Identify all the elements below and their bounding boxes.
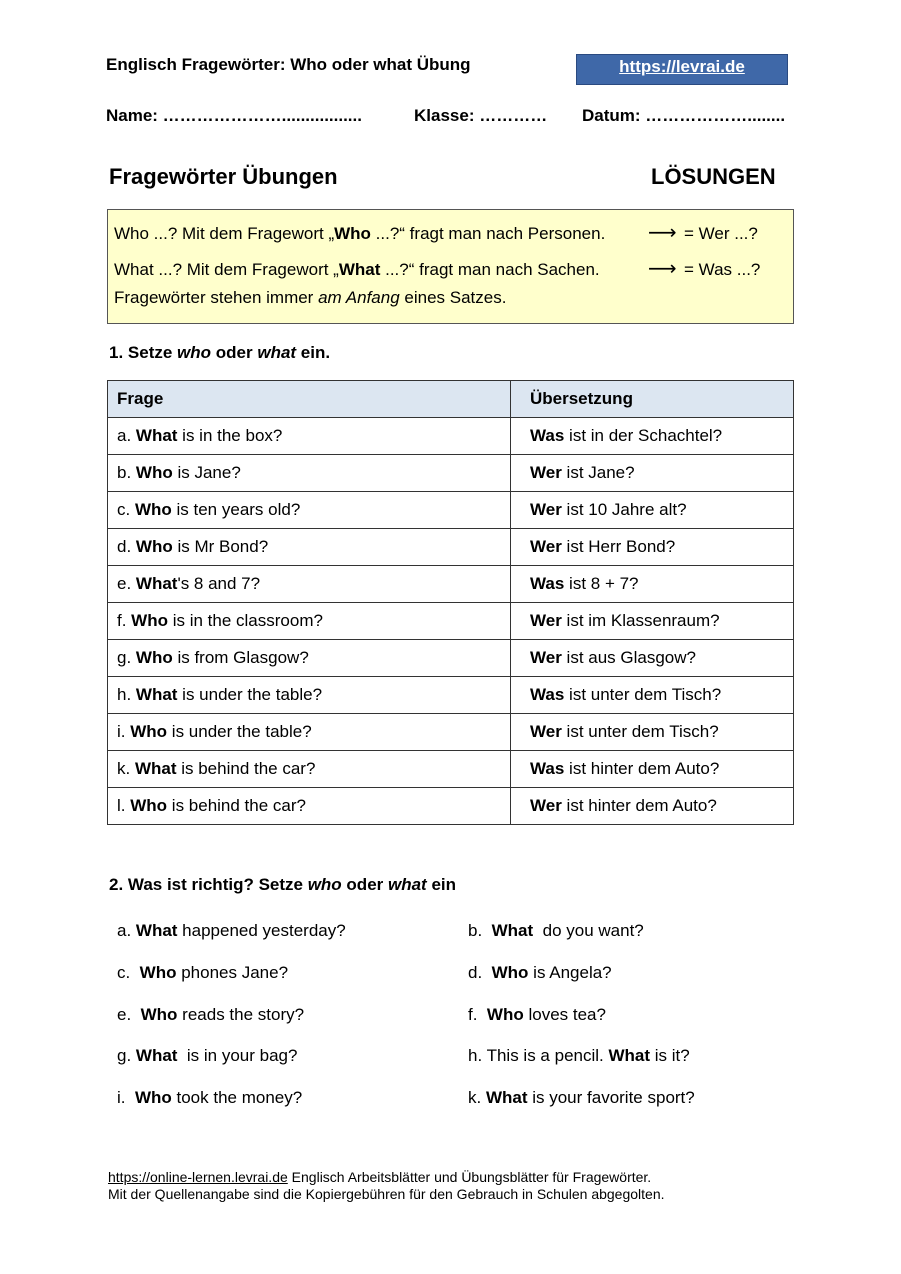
klasse-field: Klasse: …………	[414, 106, 548, 125]
column-header-frage: Frage	[108, 381, 511, 418]
table-row	[108, 492, 794, 529]
table-row	[108, 751, 794, 788]
exercise-item: a. What happened yesterday?	[117, 921, 346, 940]
arrow-icon: ⟶	[648, 222, 677, 244]
exercise-item: i. Who took the money?	[117, 1088, 303, 1107]
exercise-item: b. What do you want?	[468, 921, 644, 940]
exercise-item: k. What is your favorite sport?	[468, 1088, 695, 1107]
arrow-icon: ⟶	[648, 258, 677, 280]
document-title: Englisch Fragewörter: Who oder what Übung	[106, 55, 471, 74]
footer	[108, 1169, 665, 1203]
translation-cell: Was ist hinter dem Auto?	[511, 751, 794, 788]
table-row	[108, 603, 794, 640]
question-cell: f. Who is in the classroom?	[108, 603, 511, 640]
question-cell: a. What is in the box?	[108, 418, 511, 455]
table-row	[108, 566, 794, 603]
translation-cell: Was ist in der Schachtel?	[511, 418, 794, 455]
info-box	[107, 209, 794, 324]
question-cell: d. Who is Mr Bond?	[108, 529, 511, 566]
exercise-item: h. This is a pencil. What is it?	[468, 1046, 690, 1065]
solutions-label: LÖSUNGEN	[651, 164, 776, 189]
translation-cell: Wer ist aus Glasgow?	[511, 640, 794, 677]
question-cell: k. What is behind the car?	[108, 751, 511, 788]
question-cell: h. What is under the table?	[108, 677, 511, 714]
table-row	[108, 418, 794, 455]
table-row	[108, 677, 794, 714]
translation-cell: Was ist unter dem Tisch?	[511, 677, 794, 714]
info-line-what: What ...? Mit dem Fragewort „What ...?“ fragt man nach Sachen.	[114, 260, 600, 279]
info-result-was: = Was ...?	[684, 260, 761, 279]
column-header-uebersetzung: Übersetzung	[511, 381, 794, 418]
table-row	[108, 529, 794, 566]
section-1-heading: 1. Setze who oder what ein.	[109, 343, 331, 362]
question-cell: l. Who is behind the car?	[108, 788, 511, 825]
footer-copyright: Mit der Quellenangabe sind die Kopiergebühren für den Gebrauch in Schulen abgegolten.	[108, 1186, 665, 1202]
exercise-item: g. What is in your bag?	[117, 1046, 298, 1065]
table-row	[108, 714, 794, 751]
exercise-item: d. Who is Angela?	[468, 963, 612, 982]
name-field: Name: ………………….................	[106, 106, 362, 125]
site-link[interactable]: https://levrai.de	[619, 57, 745, 76]
translation-cell: Wer ist im Klassenraum?	[511, 603, 794, 640]
info-line-who: Who ...? Mit dem Fragewort „Who ...?“ fragt man nach Personen.	[114, 224, 606, 243]
question-cell: e. What's 8 and 7?	[108, 566, 511, 603]
table-row	[108, 640, 794, 677]
translation-cell: Wer ist 10 Jahre alt?	[511, 492, 794, 529]
section-2-heading: 2. Was ist richtig? Setze who oder what ein	[109, 875, 457, 894]
exercise-item: e. Who reads the story?	[117, 1005, 305, 1024]
datum-field: Datum: ………………........	[582, 106, 786, 125]
question-cell: b. Who is Jane?	[108, 455, 511, 492]
info-result-wer: = Wer ...?	[684, 224, 758, 243]
table-header-row	[108, 381, 794, 418]
exercise-item: f. Who loves tea?	[468, 1005, 606, 1024]
translation-cell: Wer ist hinter dem Auto?	[511, 788, 794, 825]
table-row	[108, 788, 794, 825]
question-cell: c. Who is ten years old?	[108, 492, 511, 529]
site-link-box[interactable]	[576, 54, 788, 85]
question-cell: i. Who is under the table?	[108, 714, 511, 751]
translation-cell: Was ist 8 + 7?	[511, 566, 794, 603]
translation-cell: Wer ist Jane?	[511, 455, 794, 492]
translation-cell: Wer ist Herr Bond?	[511, 529, 794, 566]
page-title: Fragewörter Übungen	[109, 164, 338, 189]
footer-text: Englisch Arbeitsblätter und Übungsblätter für Fragewörter.	[287, 1169, 652, 1185]
footer-link[interactable]: https://online-lernen.levrai.de	[108, 1169, 288, 1185]
answer-table	[107, 380, 794, 825]
translation-cell: Wer ist unter dem Tisch?	[511, 714, 794, 751]
table-row	[108, 455, 794, 492]
info-line-position: Fragewörter stehen immer am Anfang eines Satzes.	[114, 288, 507, 307]
question-cell: g. Who is from Glasgow?	[108, 640, 511, 677]
exercise-item: c. Who phones Jane?	[117, 963, 289, 982]
